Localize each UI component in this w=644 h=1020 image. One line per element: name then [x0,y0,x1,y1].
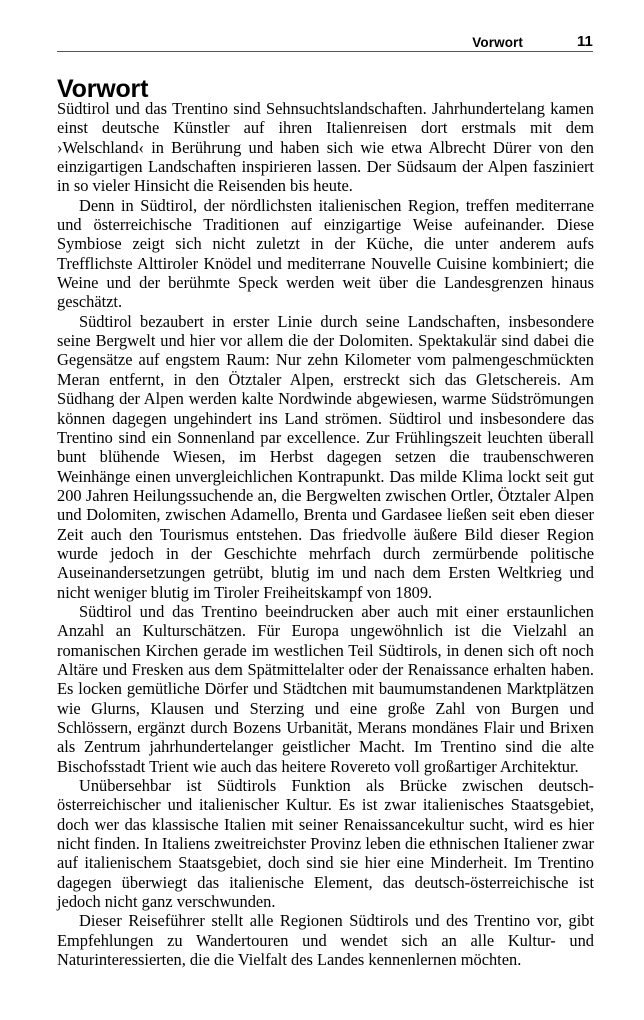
page-number: 11 [576,33,593,50]
running-head-title: Vorwort [472,35,523,50]
paragraph: Südtirol und das Trentino beeindrucken aber auch mit einer erstaunlichen Anzahl an Kulturschätzen. Für Europa ungewöhnlich ist die Vielzahl an romanischen Kirchen gerade im westlichen Teil Südtirols, in denen sich oft noch Altäre und Fresken aus dem Spätmittelalter oder der Renaissance erhalten haben. Es locken gemütliche Dörfer und Städtchen mit baumumstandenen Marktplätzen wie Glurns, Klausen und Sterzing und eine große Zahl von Burgen und Schlössern, ergänzt durch Bozens Urbanität, Merans mondänes Flair und Brixen als Zentrum jahrhundertelanger geistlicher Macht. Im Trentino sind die alte Bischofsstadt Trient wie auch das heitere Rovereto voll großartiger Architektur. [57,601,594,776]
paragraph: Unübersehbar ist Südtirols Funktion als Brücke zwischen deutsch-österreichischer und italienischer Kultur. Es ist zwar italienisches Staatsgebiet, doch wer das klassische Italien mit seiner Renaissancekultur sucht, wird es hier nicht finden. In Italiens zweitreichster Provinz leben die ethnischen Italiener zwar auf italienischem Staatsgebiet, doch sind sie hier eine Minderheit. Im Trentino dagegen überwiegt das italienische Element, das deutsch-österreichische ist jedoch nicht ganz verschwunden. [57,776,594,912]
body-text [57,99,594,969]
header-divider [57,51,593,52]
paragraph: Denn in Südtirol, der nördlichsten italienischen Region, treffen mediterrane und österreichische Traditionen auf einzigartige Weise aufeinander. Diese Symbiose zeigt sich nicht zuletzt in der Küche, die unter anderem aufs Trefflichste Alttiroler Knödel und mediterrane Nouvelle Cuisine kombiniert; die Weine und der berühmte Speck werden weit über die Landesgrenzen hinaus geschätzt. [57,195,594,312]
paragraph: Dieser Reiseführer stellt alle Regionen Südtirols und des Trentino vor, gibt Empfehlungen zu Wandertouren und wendet sich an alle Kultur- und Naturinteressierten, die die Vielfalt des Landes kennenlernen möchten. [57,911,594,970]
paragraph: Südtirol bezaubert in erster Linie durch seine Landschaften, insbesondere seine Bergwelt und hier vor allem die der Dolomiten. Spektakulär sind dabei die Gegensätze auf engstem Raum: Nur zehn Kilometer vom palmengeschmückten Meran entfernt, in den Ötztaler Alpen, erstreckt sich das Gletschereis. Am Südhang der Alpen werden kalte Nordwinde abgewiesen, warme Südströmungen können dagegen ungehindert ins Land strömen. Südtirol und insbesondere das Trentino sind ein Sonnenland par excellence. Zur Frühlingszeit leuchten überall bunt blühende Wiesen, im Herbst dagegen setzen die traubenschweren Weinhänge einen unvergleichlichen Kontrapunkt. Das milde Klima lockt seit gut 200 Jahren Heilungssuchende an, die Bergwelten zwischen Ortler, Ötztaler Alpen und Dolomiten, zwischen Adamello, Brenta und Gardasee ließen seit eben dieser Zeit auch den Tourismus entstehen. Das friedvolle äußere Bild dieser Region wurde jedoch in der Geschichte mehrfach durch zermürbende politische Auseinandersetzungen getrübt, blutig im und nach dem Ersten Weltkrieg und nicht weniger blutig im Tiroler Freiheitskampf von 1809. [57,311,594,602]
running-head [57,28,593,50]
page-title: Vorwort [57,74,149,103]
paragraph: Südtirol und das Trentino sind Sehnsuchtslandschaften. Jahrhundertelang kamen einst deutsche Künstler auf ihren Italienreisen dort erstmals mit dem ›Welschland‹ in Berührung und haben sich wie etwa Albrecht Dürer von den einzigartigen Landschaften inspirieren lassen. Der Südsaum der Alpen fasziniert in so vieler Hinsicht die Reisenden bis heute. [57,99,594,196]
